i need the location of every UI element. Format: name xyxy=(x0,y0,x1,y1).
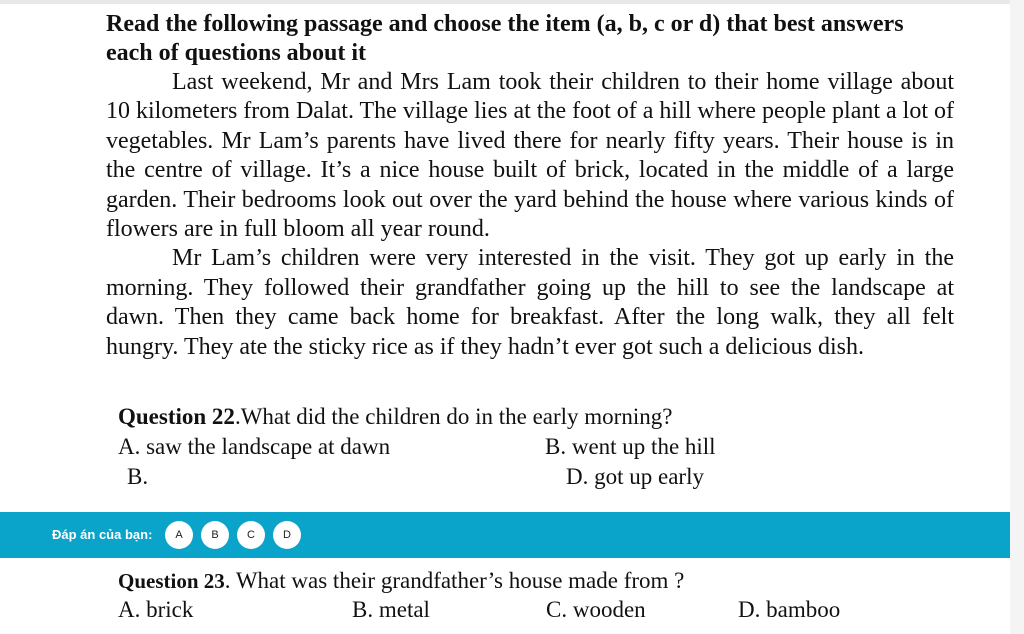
question-23-option-c: C. wooden xyxy=(546,597,646,622)
instruction-text: Read the following passage and choose the item (a, b, c or d) that best answers each of questions about it xyxy=(106,11,904,66)
question-23 xyxy=(118,566,818,596)
answer-bar xyxy=(0,512,1010,558)
passage-paragraph-2: Mr Lam’s children were very interested in the visit. They got up early in the morning. They followed their grandfather going up the hill to see the landscape at dawn. Then they came back home for breakfast. After the long walk, they all felt hungry. They ate the sticky rice as if they hadn’t ever got such a delicious dish. xyxy=(106,245,954,360)
question-22-option-b: B. went up the hill xyxy=(545,434,716,459)
answer-choice-c[interactable]: C xyxy=(237,521,265,549)
reading-passage xyxy=(106,10,954,362)
question-22-option-d: D. got up early xyxy=(566,464,704,489)
scrollbar-track[interactable] xyxy=(1010,0,1024,634)
question-22-number: Question 22 xyxy=(118,404,235,429)
question-23-option-d: D. bamboo xyxy=(738,597,841,622)
question-23-text: . What was their grandfather’s house made from ? xyxy=(224,568,685,593)
question-23-option-a: A. brick xyxy=(118,597,194,622)
question-22-option-a: A. saw the landscape at dawn xyxy=(118,434,391,459)
question-23-number: Question 23 xyxy=(118,569,225,593)
question-22-text: .What did the children do in the early morning? xyxy=(234,404,673,429)
question-23-option-b: B. metal xyxy=(352,597,430,622)
question-22 xyxy=(118,402,818,432)
question-23-prompt xyxy=(118,566,818,596)
answer-label: Đáp án của bạn: xyxy=(52,527,153,542)
passage-paragraph-1: Last weekend, Mr and Mrs Lam took their children to their home village about 10 kilometers from Dalat. The village lies at the foot of a hill where people plant a lot of vegetables. Mr Lam’s parents have lived there for nearly fifty years. Their house is in the centre of village. It’s a nice house built of brick, located in the middle of a large garden. Their bedrooms look out over the yard behind the house where various kinds of flowers are in full bloom all year round. xyxy=(106,69,954,243)
top-border xyxy=(0,0,1024,4)
question-22-option-c: B. xyxy=(127,464,149,489)
answer-choice-a[interactable]: A xyxy=(165,521,193,549)
question-22-prompt xyxy=(118,402,818,432)
answer-choice-d[interactable]: D xyxy=(273,521,301,549)
answer-choice-b[interactable]: B xyxy=(201,521,229,549)
